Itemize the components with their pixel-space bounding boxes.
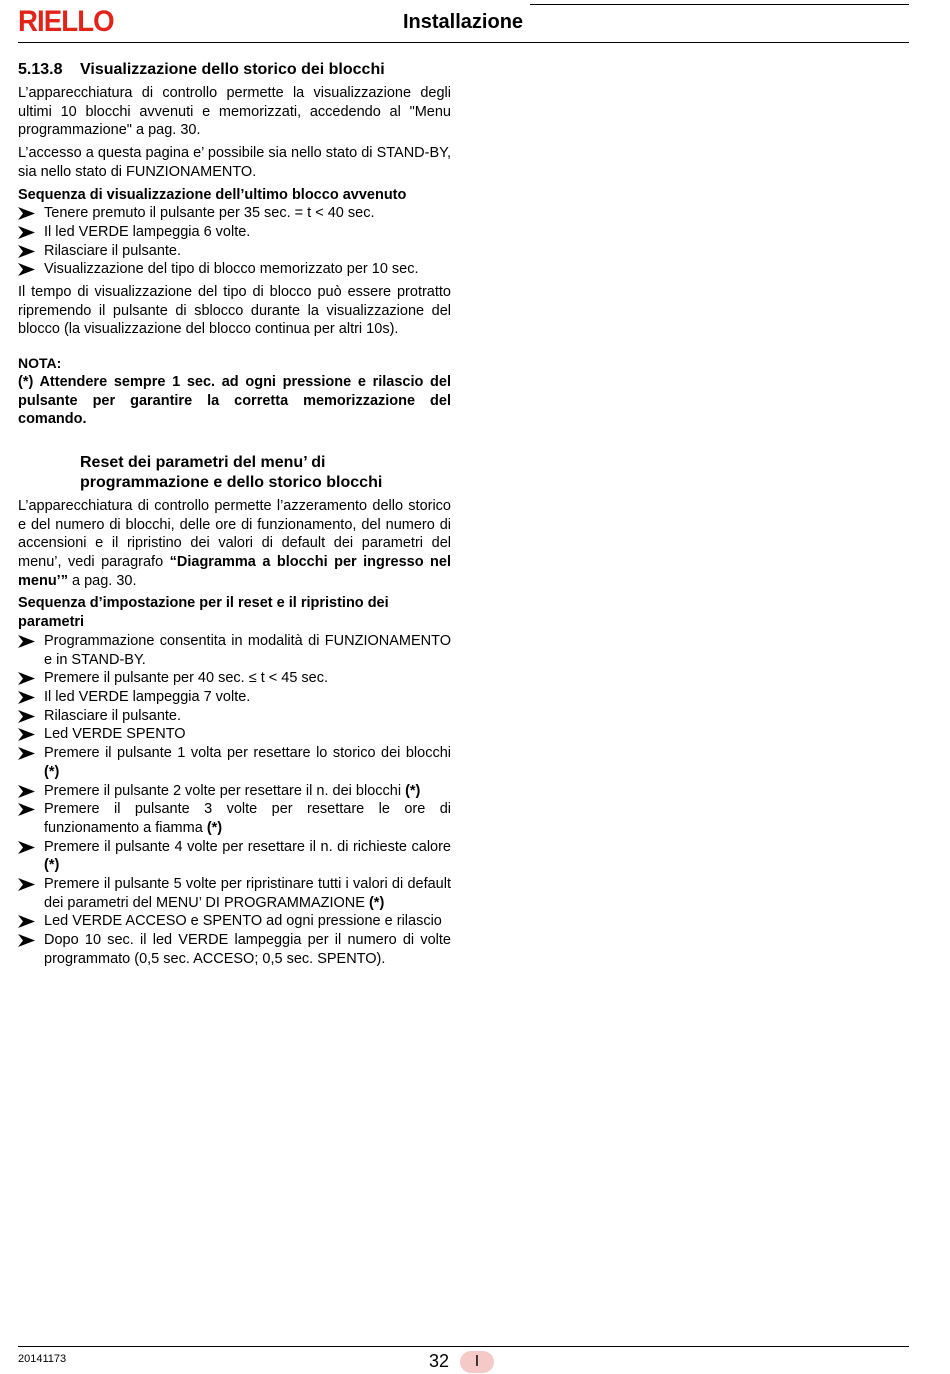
paragraph-text: L’apparecchiatura di controllo permette l’azzeramento dello storico e del numero di blocchi, delle ore di funzionamento, del numero di accensioni e il ripristino dei valori di default dei parametri del menu’, vedi paragrafo bbox=[18, 497, 451, 571]
step-text: Premere il pulsante per 40 sec. ≤ t < 45 sec. bbox=[44, 670, 329, 687]
arrow-bullet-icon bbox=[18, 710, 35, 723]
step-text: Premere il pulsante 3 volte per resettare le ore di funzionamento a fiamma bbox=[44, 801, 451, 836]
content-column bbox=[18, 60, 451, 969]
step-item bbox=[18, 912, 451, 931]
section-number: 5.13.8 bbox=[18, 61, 63, 78]
step-mark: (*) bbox=[405, 782, 421, 799]
step-item bbox=[18, 838, 451, 875]
arrow-bullet-icon bbox=[18, 728, 35, 741]
arrow-bullet-icon bbox=[18, 747, 35, 760]
step-text: Premere il pulsante 2 volte per resettare il n. dei blocchi bbox=[44, 782, 406, 799]
page-header-title: Installazione bbox=[403, 11, 524, 33]
arrow-bullet-icon bbox=[18, 878, 35, 891]
section-title: Visualizzazione dello storico dei blocchi bbox=[80, 61, 385, 78]
step-item bbox=[18, 931, 451, 968]
step-item bbox=[18, 800, 451, 837]
step-text: Il led VERDE lampeggia 7 volte. bbox=[44, 688, 251, 705]
arrow-bullet-icon bbox=[18, 803, 35, 816]
step-item bbox=[18, 204, 451, 223]
arrow-bullet-icon bbox=[18, 691, 35, 704]
paragraph-reference: “Diagramma a blocchi per ingresso nel menu’” bbox=[18, 554, 451, 589]
arrow-bullet-icon bbox=[18, 263, 35, 276]
page-number: 32 bbox=[429, 1351, 450, 1371]
step-item bbox=[18, 688, 451, 707]
arrow-bullet-icon bbox=[18, 672, 35, 685]
arrow-bullet-icon bbox=[18, 207, 35, 220]
section-number bbox=[18, 453, 80, 473]
step-text: Rilasciare il pulsante. bbox=[44, 707, 182, 724]
arrow-bullet-icon bbox=[18, 785, 35, 798]
step-item bbox=[18, 260, 451, 279]
step-text: Rilasciare il pulsante. bbox=[44, 242, 182, 259]
step-text: Tenere premuto il pulsante per 35 sec. = t < 40 sec. bbox=[44, 205, 375, 222]
step-text: Led VERDE ACCESO e SPENTO ad ogni pressione e rilascio bbox=[44, 913, 442, 930]
step-item bbox=[18, 242, 451, 261]
arrow-bullet-icon bbox=[18, 915, 35, 928]
step-item bbox=[18, 725, 451, 744]
step-mark: (*) bbox=[44, 763, 60, 780]
header-rule bbox=[18, 42, 909, 43]
arrow-bullet-icon bbox=[18, 934, 35, 947]
step-text: Dopo 10 sec. il led VERDE lampeggia per il numero di volte programmato (0,5 sec. ACCESO; 0,5 sec. SPENTO). bbox=[44, 932, 451, 967]
section-heading-5-13-9 bbox=[18, 453, 451, 493]
paragraph: L’apparecchiatura di controllo permette la visualizzazione degli ultimi 10 blocchi avvenuti e memorizzati, accedendo al "Menu programmazione" a pag. 30. bbox=[18, 85, 451, 139]
section-heading-5-13-8 bbox=[18, 60, 451, 80]
step-text: Il led VERDE lampeggia 6 volte. bbox=[44, 223, 251, 240]
step-mark: (*) bbox=[206, 819, 223, 836]
subheading: Sequenza d’impostazione per il reset e il ripristino dei parametri bbox=[18, 595, 389, 631]
arrow-bullet-icon bbox=[18, 245, 35, 258]
subheading: Sequenza di visualizzazione dell’ultimo blocco avvenuto bbox=[18, 186, 407, 203]
step-text: Visualizzazione del tipo di blocco memorizzato per 10 sec. bbox=[44, 261, 419, 278]
step-item bbox=[18, 707, 451, 726]
language-badge: I bbox=[460, 1351, 494, 1373]
header-top-rule bbox=[530, 4, 909, 5]
footer-rule bbox=[18, 1346, 909, 1347]
step-list bbox=[18, 204, 451, 279]
step-item bbox=[18, 744, 451, 781]
section-title: Reset dei parametri del menu’ di programmazione e dello storico blocchi bbox=[80, 453, 383, 491]
arrow-bullet-icon bbox=[18, 635, 35, 648]
step-mark: (*) bbox=[368, 894, 385, 911]
paragraph-text: a pag. 30. bbox=[67, 572, 137, 589]
step-mark: (*) bbox=[44, 857, 60, 874]
step-text: Premere il pulsante 4 volte per resettare il n. di richieste calore bbox=[44, 838, 451, 855]
riello-logo: RIELLO bbox=[18, 5, 114, 38]
document-code: 20141173 bbox=[18, 1353, 67, 1365]
arrow-bullet-icon bbox=[18, 226, 35, 239]
paragraph bbox=[18, 497, 451, 591]
nota-text: (*) Attendere sempre 1 sec. ad ogni pressione e rilascio del pulsante per garantire la corretta memorizzazione del comando. bbox=[18, 373, 451, 428]
nota-label: NOTA: bbox=[18, 355, 62, 372]
step-item bbox=[18, 632, 451, 669]
paragraph: Il tempo di visualizzazione del tipo di blocco può essere protratto ripremendo il pulsante di sblocco durante la visualizzazione del blocco (la visualizzazione del blocco continua per altri 10s). bbox=[18, 284, 451, 338]
arrow-bullet-icon bbox=[18, 841, 35, 854]
step-item bbox=[18, 875, 451, 912]
step-item bbox=[18, 669, 451, 688]
step-text: Premere il pulsante 5 volte per ripristinare tutti i valori di default dei parametri del MENU’ DI PROGRAMMAZIONE bbox=[44, 876, 451, 911]
step-text: Premere il pulsante 1 volta per resettare lo storico dei blocchi bbox=[44, 745, 451, 762]
step-item bbox=[18, 223, 451, 242]
step-list bbox=[18, 632, 451, 969]
step-text: Programmazione consentita in modalità di FUNZIONAMENTO e in STAND-BY. bbox=[44, 632, 451, 668]
step-text: Led VERDE SPENTO bbox=[44, 726, 186, 743]
step-item bbox=[18, 782, 451, 801]
paragraph: L’accesso a questa pagina e’ possibile sia nello stato di STAND-BY, sia nello stato di FUNZIONAMENTO. bbox=[18, 145, 451, 180]
